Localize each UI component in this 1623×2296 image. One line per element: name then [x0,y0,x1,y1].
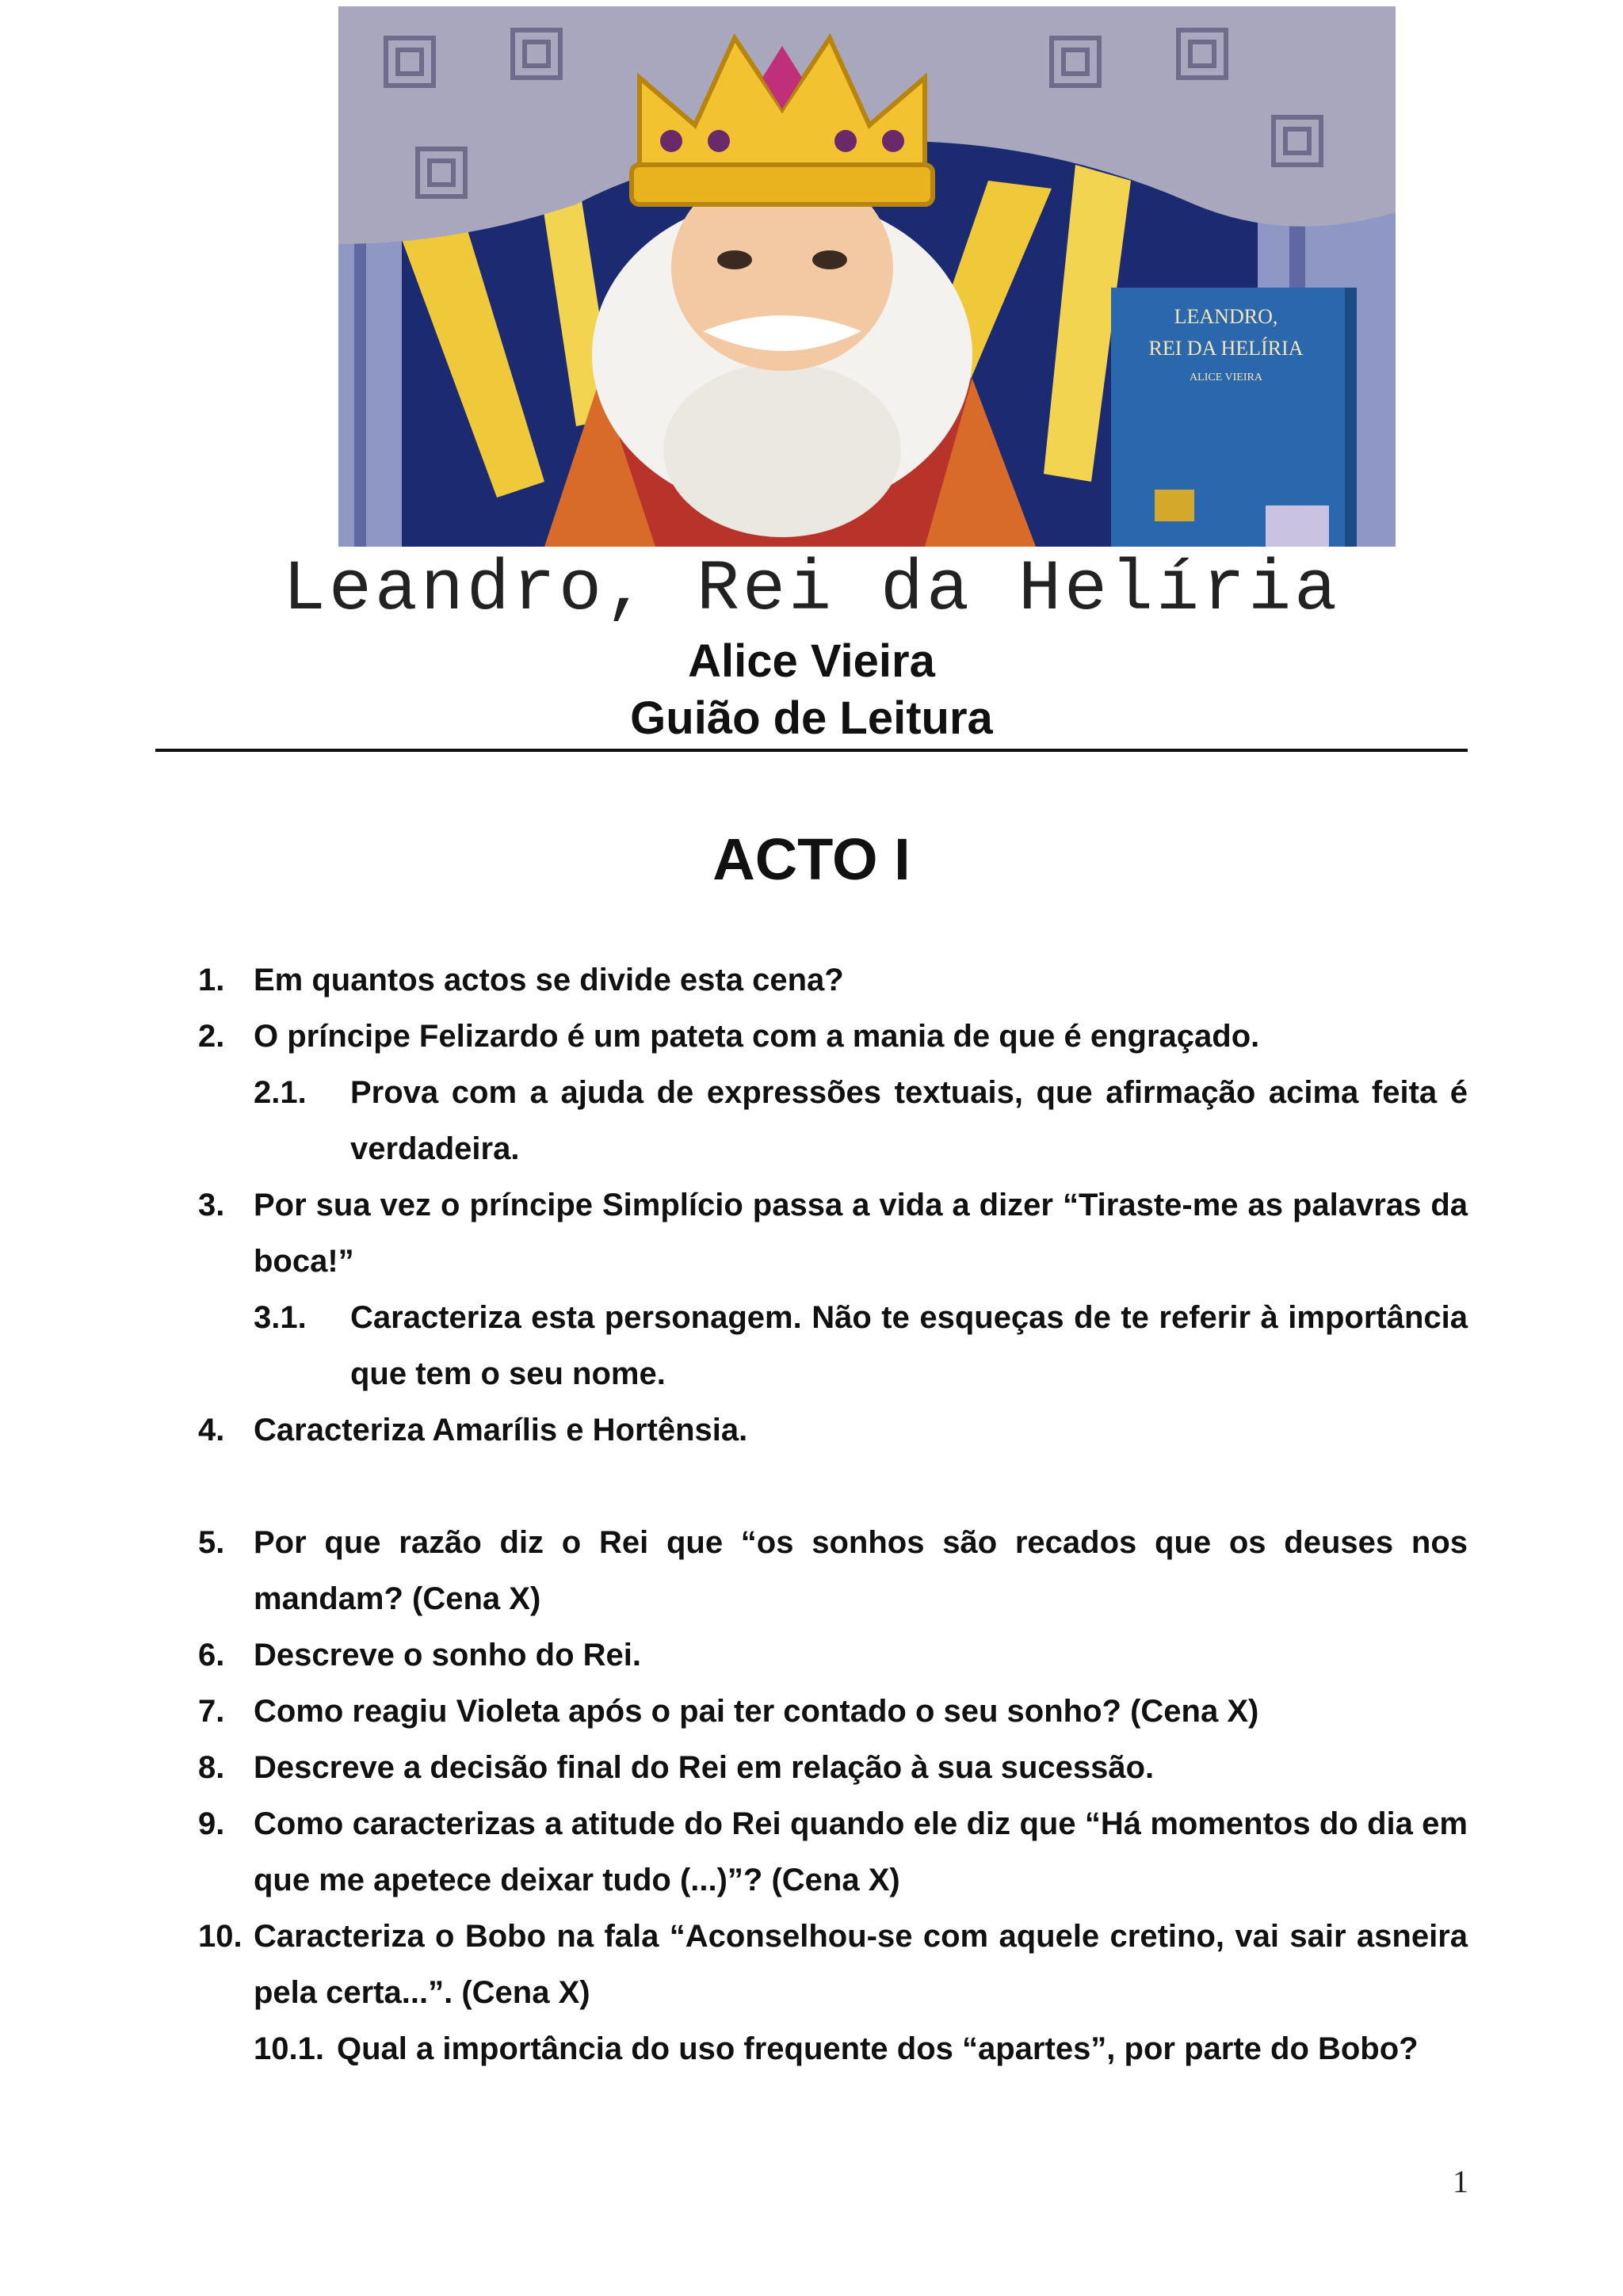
question-text: Descreve a decisão final do Rei em relação à sua sucessão. [254,1750,1155,1785]
question-number: 2. [198,1019,225,1054]
document-subtitle: Guião de Leitura [630,692,993,744]
question-text: Qual a importância do uso frequente dos “apartes”, por parte do Bobo? [337,2031,1419,2066]
question-item [198,1684,1468,1740]
question-text: Como reagiu Violeta após o pai ter contado o seu sonho? (Cena X) [254,1694,1259,1729]
question-text: Prova com a ajuda de expressões textuais, que afirmação acima feita é verdadeira. [350,1075,1468,1166]
question-item [198,1796,1468,1909]
author-name: Alice Vieira [688,635,935,687]
question-number: 10. [198,1919,242,1954]
book-author: ALICE VIEIRA [1190,372,1262,383]
question-item [198,1009,1468,1065]
question-item [198,1740,1468,1796]
question-item [198,1515,1468,1627]
page-number: 1 [1453,2164,1468,2199]
question-number: 4. [198,1413,225,1447]
question-item [198,1909,1468,2021]
question-text: Caracteriza o Bobo na fala “Aconselhou-se com aquele cretino, vai sair asneira pela certa...”. (Cena X) [254,1919,1468,2010]
document-title: Leandro, Rei da Helíria [282,550,1341,631]
question-item [198,952,1468,1009]
question-number: 10.1. [254,2031,324,2066]
king-illustration [338,6,1396,547]
question-number: 5. [198,1525,225,1560]
question-number: 7. [198,1694,225,1729]
question-text: Por que razão diz o Rei que “os sonhos são recados que os deuses nos mandam? (Cena X) [254,1525,1468,1616]
spacer [198,1459,1468,1515]
question-text: Caracteriza esta personagem. Não te esqueças de te referir à importância que tem o seu nome. [350,1300,1468,1391]
question-text: Em quantos actos se divide esta cena? [254,963,844,997]
question-list [198,952,1468,2077]
question-number: 3. [198,1188,225,1222]
question-subitem [198,2021,1468,2077]
question-item [198,1177,1468,1290]
question-subitem [198,1065,1468,1177]
question-text: Por sua vez o príncipe Simplício passa a vida a dizer “Tiraste-me as palavras da boca!” [254,1188,1468,1279]
book-title-line2: REI DA HELÍRIA [1148,337,1304,360]
question-text: Caracteriza Amarílis e Hortênsia. [254,1413,748,1447]
question-text: Descreve o sonho do Rei. [254,1638,642,1672]
question-number: 3.1. [254,1300,307,1335]
question-number: 6. [198,1638,225,1672]
question-number: 1. [198,963,225,997]
question-number: 8. [198,1750,225,1785]
book-title-line1: LEANDRO, [1174,305,1278,328]
question-item [198,1402,1468,1459]
book-cover-image [1111,288,1357,547]
title-divider [155,749,1468,752]
question-number: 9. [198,1806,225,1841]
question-text: O príncipe Felizardo é um pateta com a mania de que é engraçado. [254,1019,1260,1054]
act-heading: ACTO I [712,826,911,892]
question-number: 2.1. [254,1075,307,1110]
question-subitem [198,1290,1468,1402]
question-item [198,1627,1468,1684]
question-text: Como caracterizas a atitude do Rei quando ele diz que “Há momentos do dia em que me apetece deixar tudo (...)”? (Cena X) [254,1806,1468,1897]
